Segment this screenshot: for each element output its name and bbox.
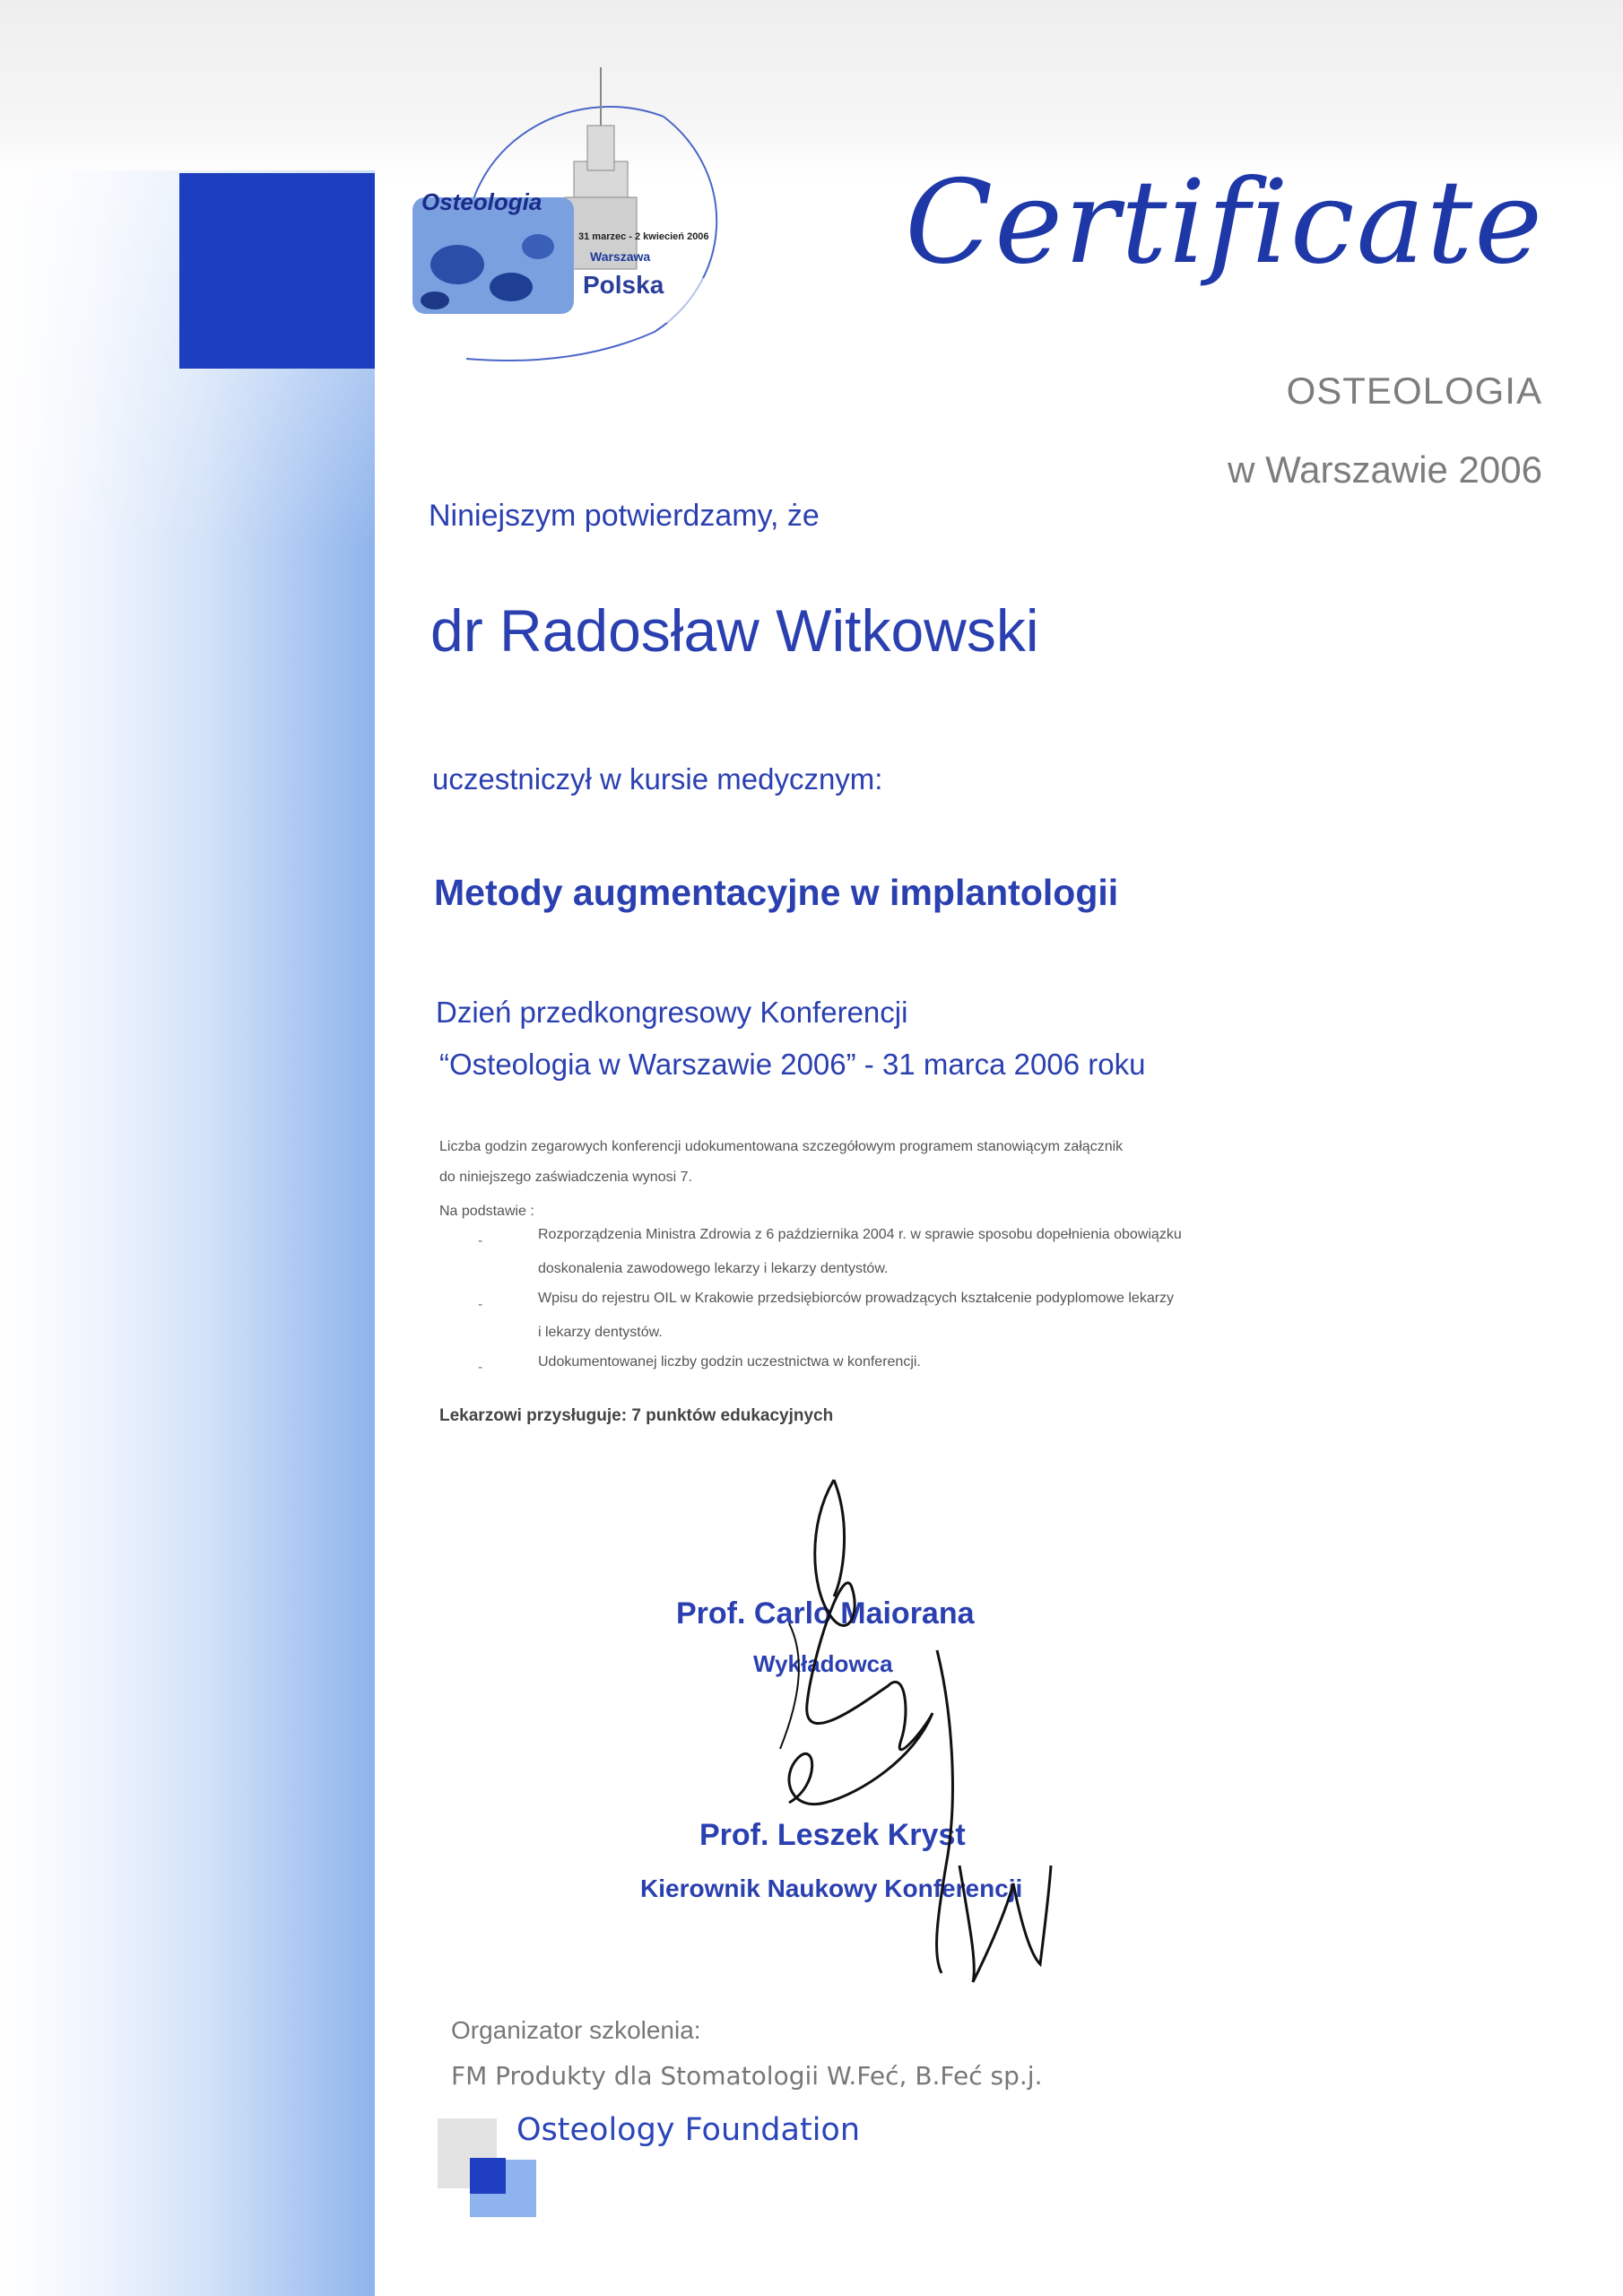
event-subtitle: w Warszawie 2006 (1228, 448, 1542, 491)
signatory-1-role: Wykładowca (753, 1650, 893, 1677)
foundation-name: Osteology Foundation (516, 2112, 861, 2148)
bullet-dash: - (478, 1360, 483, 1375)
course-title: Metody augmentacyjne w implantologii (434, 872, 1119, 913)
logo-title: Osteologia (421, 188, 542, 215)
logo-square-dark-blue (470, 2158, 506, 2194)
signatory-2-role: Kierownik Naukowy Konferencji (640, 1874, 1023, 1902)
bullet-1-line-2: doskonalenia zawodowego lekarzy i lekarzy dentystów. (538, 1261, 889, 1276)
conference-line-2: “Osteologia w Warszawie 2006” - 31 marca 2006 roku (439, 1048, 1146, 1081)
organizer-name: FM Produkty dla Stomatologii W.Feć, B.Feć sp.j. (451, 2061, 1043, 2091)
hours-text-line-1: Liczba godzin zegarowych konferencji udokumentowana szczegółowym programem stanowiącym załącznik (439, 1139, 1124, 1154)
certificate-title: Certificate (905, 156, 1544, 290)
conference-line-1: Dzień przedkongresowy Konferencji (436, 996, 908, 1029)
intro-text: Niniejszym potwierdzamy, że (429, 499, 820, 533)
recipient-name: dr Radosław Witkowski (430, 597, 1039, 664)
education-points: Lekarzowi przysługuje: 7 punktów edukacyjnych (439, 1406, 834, 1425)
logo-city: Warszawa (590, 249, 651, 264)
top-gray-band (0, 0, 1623, 179)
bullet-2-line-2: i lekarzy dentystów. (538, 1325, 663, 1340)
bullet-3-line-1: Udokumentowanej liczby godzin uczestnictwa w konferencji. (538, 1354, 921, 1370)
hours-text-line-2: do niniejszego zaświadczenia wynosi 7. (439, 1170, 692, 1185)
signatory-2-name: Prof. Leszek Kryst (699, 1818, 966, 1852)
logo-dates: 31 marzec - 2 kwiecień 2006 (578, 231, 709, 242)
bullet-dash: - (478, 1233, 483, 1248)
bullet-1-line-1: Rozporządzenia Ministra Zdrowia z 6 października 2004 r. w sprawie sposobu dopełnienia obowiązku (538, 1227, 1182, 1242)
organizer-label: Organizator szkolenia: (451, 2016, 701, 2044)
signatory-1-name: Prof. Carlo Maiorana (676, 1596, 975, 1631)
blue-square-accent (179, 173, 375, 369)
logo-country: Polska (583, 271, 664, 299)
bullet-2-line-1: Wpisu do rejestru OIL w Krakowie przedsiębiorców prowadzących kształcenie podyplomowe lekarzy (538, 1291, 1175, 1306)
basis-label: Na podstawie : (439, 1204, 534, 1219)
osteologia-conference-logo (395, 63, 744, 368)
participation-text: uczestniczył w kursie medycznym: (432, 762, 883, 796)
bullet-dash: - (478, 1297, 483, 1312)
event-name: OSTEOLOGIA (1286, 370, 1542, 412)
